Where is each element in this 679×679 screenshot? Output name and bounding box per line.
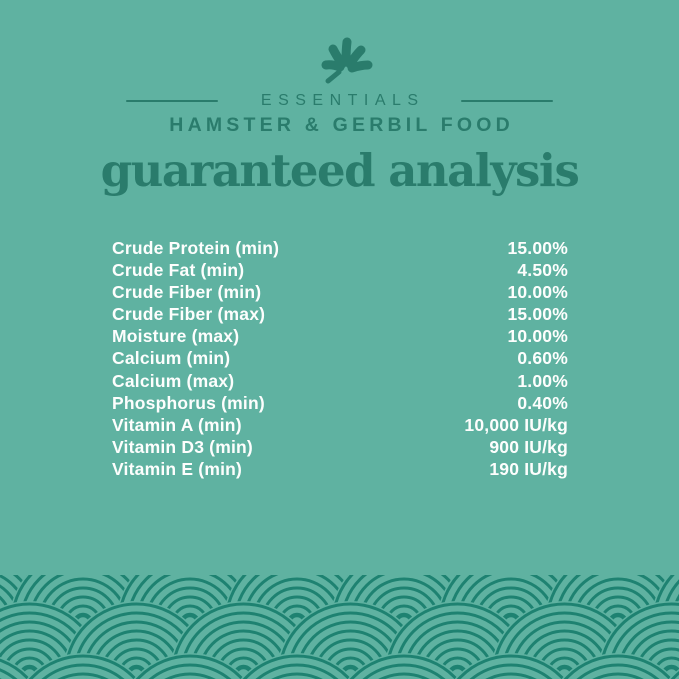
table-row [112,436,568,458]
row-label: Phosphorus (min) [112,392,265,413]
wave-pattern-band [0,575,679,679]
brand-name: ESSENTIALS [260,92,425,109]
brand-rule-left [126,100,218,102]
row-label: Crude Protein (min) [112,238,280,258]
table-row [112,370,568,392]
row-value: 1.00% [517,370,568,391]
row-label: Crude Fiber (max) [112,304,266,325]
page-title: guaranteed analysis [100,144,579,197]
table-row [112,237,568,259]
row-label: Vitamin A (min) [112,414,242,435]
leaf-icon [0,31,679,85]
product-name: HAMSTER & GERBIL FOOD [169,114,514,136]
row-value: 15.00% [507,238,568,258]
row-label: Moisture (max) [112,326,240,347]
table-row [112,347,568,369]
brand-rule-right [461,100,553,102]
row-label: Calcium (max) [112,370,235,391]
row-label: Crude Fat (min) [112,260,245,281]
table-row [112,458,568,480]
row-value: 190 IU/kg [489,458,568,479]
row-value: 10.00% [507,282,568,303]
row-value: 0.60% [517,348,568,369]
table-row [112,392,568,414]
row-label: Calcium (min) [112,348,231,369]
analysis-table [112,237,568,480]
table-row [112,259,568,281]
row-value: 10,000 IU/kg [464,414,568,435]
row-value: 10.00% [507,326,568,347]
table-row [112,325,568,347]
brand-row [0,92,679,110]
row-label: Vitamin D3 (min) [112,436,253,457]
table-row [112,303,568,325]
row-label: Vitamin E (min) [112,458,243,479]
row-value: 0.40% [517,392,568,413]
table-row [112,281,568,303]
row-label: Crude Fiber (min) [112,282,262,303]
row-value: 900 IU/kg [489,436,568,457]
row-value: 15.00% [507,304,568,325]
table-row [112,414,568,436]
row-value: 4.50% [517,260,568,281]
